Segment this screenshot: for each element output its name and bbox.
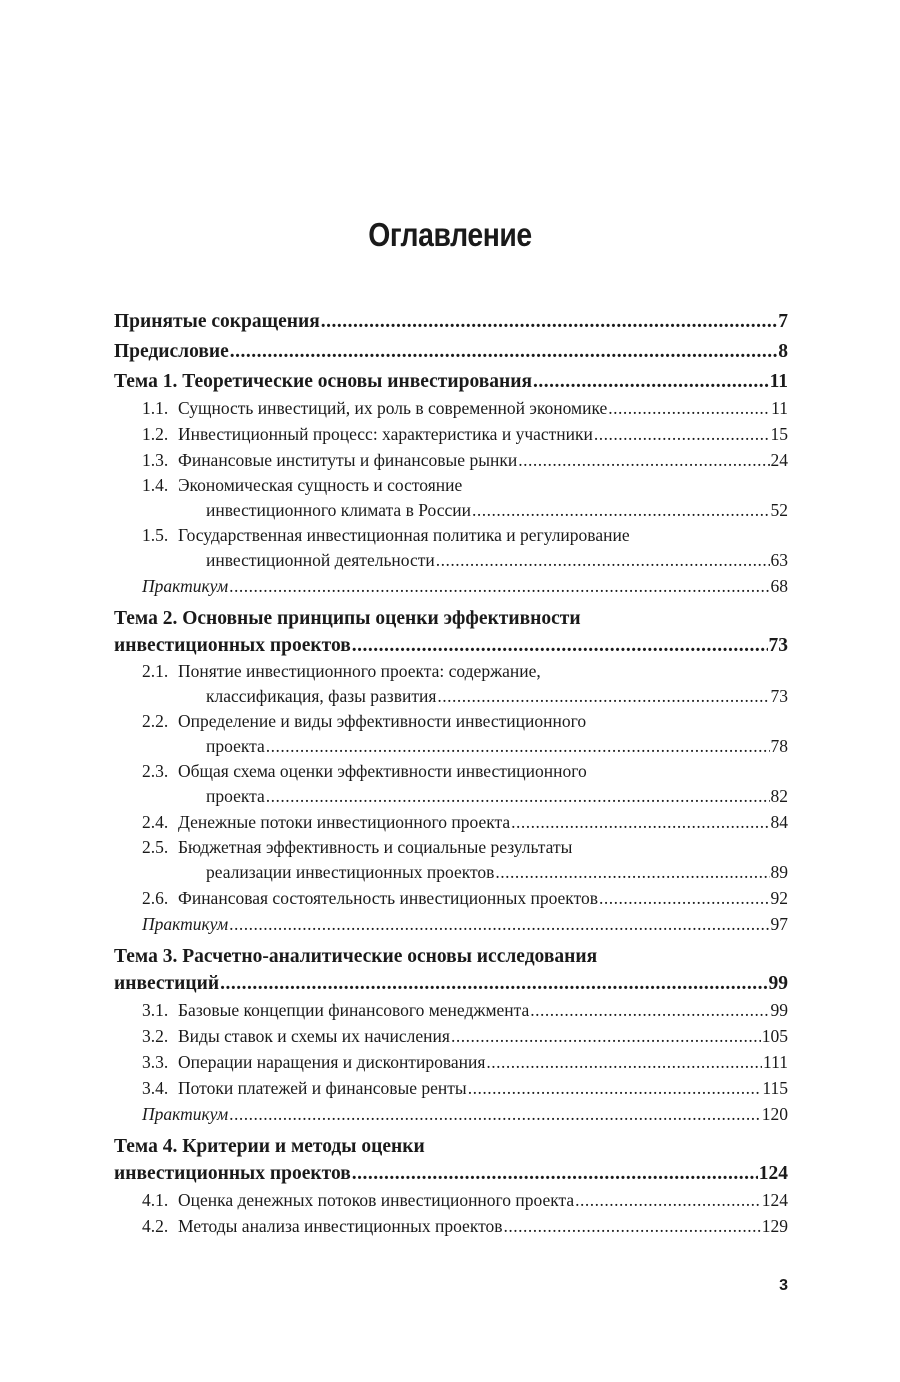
toc-subsection[interactable]	[114, 1213, 788, 1239]
toc-page-number: 115	[762, 1078, 788, 1098]
subsection-number: 3.2.	[142, 1026, 169, 1046]
subsection-label-continued: реализации инвестиционных проектов	[206, 862, 495, 882]
dot-leader	[352, 1160, 758, 1187]
toc-page-number: 78	[770, 736, 788, 756]
toc-entry-label: Принятые сокращения	[114, 311, 320, 332]
toc-theme-label-continued: инвестиционных проектов	[114, 1163, 351, 1184]
toc-subsection[interactable]	[114, 809, 788, 835]
toc-entry-abbreviations[interactable]	[114, 308, 788, 335]
dot-leader	[575, 1187, 761, 1213]
toc-theme-label: Тема 4. Критерии и методы оценки	[114, 1136, 425, 1157]
toc-subsection[interactable]	[114, 1049, 788, 1075]
dot-leader	[594, 421, 770, 447]
page-number: 3	[779, 1277, 788, 1294]
toc-entry-preface[interactable]	[114, 338, 788, 365]
toc-page-number: 8	[778, 341, 788, 362]
subsection-label: Инвестиционный процесс: характеристика и участники	[178, 424, 593, 444]
toc-page-number: 15	[770, 424, 788, 444]
subsection-label: Сущность инвестиций, их роль в современной экономике	[178, 398, 608, 418]
toc-page-number: 99	[768, 973, 788, 994]
subsection-label: Методы анализа инвестиционных проектов	[178, 1216, 503, 1236]
subsection-number: 2.1.	[142, 661, 169, 681]
toc-page-number: 99	[770, 1000, 788, 1020]
subsection-number: 1.2.	[142, 424, 169, 444]
dot-leader	[229, 911, 769, 937]
toc-subsection[interactable]	[114, 1187, 788, 1213]
subsection-label-continued: проекта	[206, 736, 265, 756]
toc-subsection[interactable]	[114, 997, 788, 1023]
practicum-label: Практикум	[142, 914, 229, 934]
toc-practicum[interactable]	[114, 911, 788, 937]
subsection-number: 2.3.	[142, 761, 169, 781]
dot-leader	[608, 395, 770, 421]
toc-subsection[interactable]	[114, 473, 788, 523]
subsection-label: Определение и виды эффективности инвестиционного	[178, 711, 587, 731]
subsection-label: Потоки платежей и финансовые ренты	[178, 1078, 467, 1098]
toc-theme-4[interactable]	[114, 1133, 788, 1187]
toc-page-number: 7	[778, 311, 788, 332]
toc-entry-label: Предисловие	[114, 341, 229, 362]
toc-page-number: 92	[770, 888, 788, 908]
subsection-number: 4.1.	[142, 1190, 169, 1210]
toc-theme-3[interactable]	[114, 943, 788, 997]
toc-page-number: 84	[770, 812, 788, 832]
subsection-label-continued: инвестиционного климата в России	[206, 500, 471, 520]
dot-leader	[518, 447, 769, 473]
dot-leader	[533, 368, 769, 395]
toc-page-number: 68	[770, 576, 788, 596]
toc-theme-label: Тема 1. Теоретические основы инвестирования	[114, 371, 533, 392]
toc-subsection[interactable]	[114, 709, 788, 759]
toc-page-number: 124	[761, 1190, 788, 1210]
subsection-label: Государственная инвестиционная политика и регулирование	[178, 525, 630, 545]
page-title: Оглавление	[368, 216, 532, 253]
subsection-label: Операции наращения и дисконтирования	[178, 1052, 486, 1072]
subsection-label-continued: проекта	[206, 786, 265, 806]
subsection-number: 3.3.	[142, 1052, 169, 1072]
subsection-label: Общая схема оценки эффективности инвестиционного	[178, 761, 587, 781]
toc-page-number: 129	[761, 1216, 788, 1236]
subsection-label: Виды ставок и схемы их начисления	[178, 1026, 450, 1046]
dot-leader	[504, 1213, 761, 1239]
toc-page-number: 63	[770, 550, 788, 570]
dot-leader	[352, 632, 768, 659]
toc-page-number: 97	[770, 914, 788, 934]
subsection-number: 4.2.	[142, 1216, 169, 1236]
toc-subsection[interactable]	[114, 421, 788, 447]
dot-leader	[266, 734, 770, 759]
dot-leader	[530, 997, 769, 1023]
toc-theme-label-continued: инвестиционных проектов	[114, 635, 351, 656]
toc-subsection[interactable]	[114, 395, 788, 421]
dot-leader	[437, 684, 769, 709]
subsection-number: 2.6.	[142, 888, 169, 908]
subsection-label: Базовые концепции финансового менеджмента	[178, 1000, 530, 1020]
dot-leader	[511, 809, 769, 835]
toc-theme-1[interactable]	[114, 368, 788, 395]
subsection-label-continued: классификация, фазы развития	[206, 686, 437, 706]
toc-theme-label: Тема 3. Расчетно-аналитические основы исследования	[114, 946, 598, 967]
subsection-number: 1.5.	[142, 525, 169, 545]
toc-subsection[interactable]	[114, 835, 788, 885]
toc-page-number: 105	[761, 1026, 788, 1046]
toc-subsection[interactable]	[114, 885, 788, 911]
dot-leader	[220, 970, 767, 997]
subsection-label-continued: инвестиционной деятельности	[206, 550, 435, 570]
dot-leader	[230, 338, 777, 365]
toc-subsection[interactable]	[114, 1075, 788, 1101]
subsection-label: Оценка денежных потоков инвестиционного проекта	[178, 1190, 575, 1210]
subsection-number: 1.4.	[142, 475, 169, 495]
subsection-label: Понятие инвестиционного проекта: содержание,	[178, 661, 541, 681]
toc-subsection[interactable]	[114, 659, 788, 709]
subsection-number: 1.3.	[142, 450, 169, 470]
toc-page-number: 11	[771, 398, 788, 418]
subsection-label: Бюджетная эффективность и социальные результаты	[178, 837, 573, 857]
toc-page-number: 89	[770, 862, 788, 882]
toc-page-number: 11	[769, 371, 788, 392]
subsection-label: Финансовые институты и финансовые рынки	[178, 450, 518, 470]
toc-subsection[interactable]	[114, 1023, 788, 1049]
subsection-number: 3.4.	[142, 1078, 169, 1098]
subsection-number: 2.5.	[142, 837, 169, 857]
dot-leader	[472, 498, 770, 523]
toc-theme-2[interactable]	[114, 605, 788, 659]
dot-leader	[495, 860, 769, 885]
subsection-label: Экономическая сущность и состояние	[178, 475, 463, 495]
toc-theme-label: Тема 2. Основные принципы оценки эффективности	[114, 608, 581, 629]
table-of-contents	[114, 308, 788, 1239]
dot-leader	[599, 885, 770, 911]
dot-leader	[486, 1049, 762, 1075]
toc-page-number: 73	[768, 635, 788, 656]
toc-subsection[interactable]	[114, 759, 788, 809]
dot-leader	[468, 1075, 762, 1101]
toc-theme-label-continued: инвестиций	[114, 973, 220, 994]
toc-page-number: 124	[758, 1163, 788, 1184]
toc-subsection[interactable]	[114, 447, 788, 473]
dot-leader	[436, 548, 770, 573]
subsection-label: Денежные потоки инвестиционного проекта	[178, 812, 511, 832]
dot-leader	[229, 573, 769, 599]
toc-practicum[interactable]	[114, 573, 788, 599]
dot-leader	[451, 1023, 761, 1049]
dot-leader	[321, 308, 778, 335]
toc-subsection[interactable]	[114, 523, 788, 573]
toc-page-number: 52	[770, 500, 788, 520]
toc-page-number: 120	[761, 1104, 788, 1124]
dot-leader	[266, 784, 770, 809]
toc-practicum[interactable]	[114, 1101, 788, 1127]
toc-page-number: 73	[770, 686, 788, 706]
toc-page-number: 82	[770, 786, 788, 806]
practicum-label: Практикум	[142, 1104, 229, 1124]
toc-page-number: 24	[770, 450, 788, 470]
subsection-number: 1.1.	[142, 398, 169, 418]
subsection-label: Финансовая состоятельность инвестиционных проектов	[178, 888, 598, 908]
toc-page-number: 111	[763, 1052, 788, 1072]
practicum-label: Практикум	[142, 576, 229, 596]
subsection-number: 3.1.	[142, 1000, 169, 1020]
subsection-number: 2.4.	[142, 812, 169, 832]
dot-leader	[229, 1101, 761, 1127]
subsection-number: 2.2.	[142, 711, 169, 731]
